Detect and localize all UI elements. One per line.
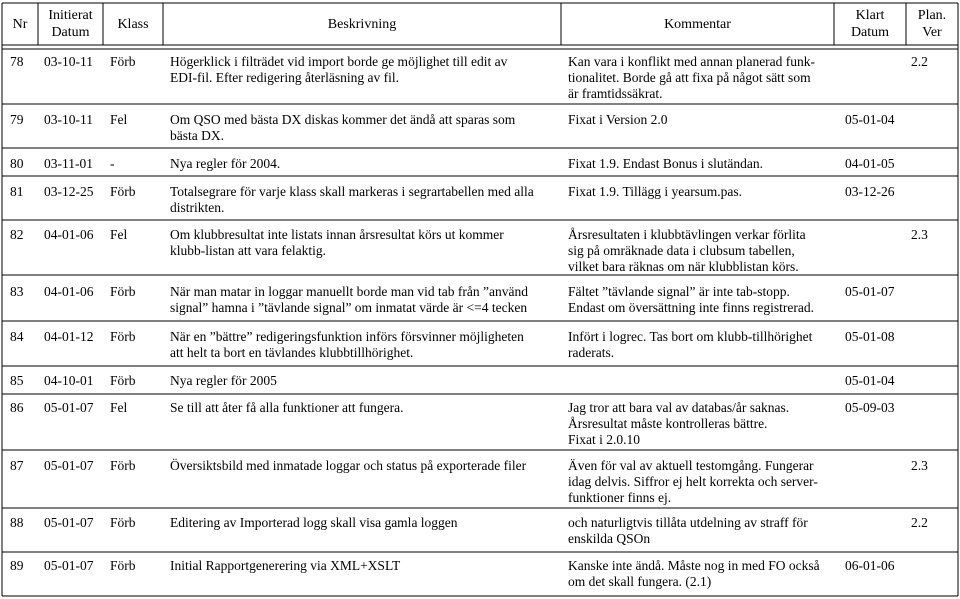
header-initierat-datum: Datum xyxy=(51,25,90,40)
row-kommentar-line: idag delvis. Siffror ej helt korrekta och server- xyxy=(568,474,818,489)
header-plan: Plan. xyxy=(917,8,947,23)
row-kommentar-line: tionalitet. Borde gå att fixa på något sätt som xyxy=(568,70,811,85)
row-beskrivning-line: Om QSO med bästa DX diskas kommer det ändå att sparas som xyxy=(170,112,516,127)
row-nr: 82 xyxy=(10,227,24,242)
row-kommentar-line: Endast om översättning inte finns registrerad. xyxy=(568,300,814,315)
row-nr: 87 xyxy=(10,458,24,473)
row-kommentar-line: Kanske inte ändå. Måste nog in med FO också xyxy=(568,558,820,573)
row-klass: Förb xyxy=(110,329,136,344)
row-beskrivning-line: Initial Rapportgenerering via XML+XSLT xyxy=(170,558,401,573)
header-kommentar: Kommentar xyxy=(664,17,731,32)
row-nr: 89 xyxy=(10,558,24,573)
header-klass: Klass xyxy=(117,17,149,32)
row-nr: 86 xyxy=(10,400,24,415)
row-klass: Förb xyxy=(110,558,136,573)
row-beskrivning-line: EDI-fil. Efter redigering återläsning av fil. xyxy=(170,70,400,85)
header-klart: Klart xyxy=(855,8,885,23)
header-initierat: Initierat xyxy=(48,8,93,23)
row-beskrivning-line: När man matar in loggar manuellt borde man vid tab från ”använd xyxy=(170,284,528,299)
row-nr: 81 xyxy=(10,184,24,199)
row-beskrivning-line: Om klubbresultat inte listats innan årsresultat körs ut kommer xyxy=(170,227,504,242)
row-klass: Fel xyxy=(110,227,128,242)
header-plan-ver: Ver xyxy=(922,25,942,40)
row-date: 04-01-06 xyxy=(44,227,94,242)
row-kommentar-line: och naturligtvis tillåta utdelning av straff för xyxy=(568,515,808,530)
row-kommentar-line: Fältet ”tävlande signal” är inte tab-stopp. xyxy=(568,284,790,299)
row-kommentar-line: Fixat 1.9. Endast Bonus i slutändan. xyxy=(568,156,763,171)
row-beskrivning-line: Nya regler för 2004. xyxy=(170,156,281,171)
row-klass: Fel xyxy=(110,400,128,415)
row-plan-ver: 2.3 xyxy=(911,227,928,242)
row-beskrivning-line: När en ”bättre” redigeringsfunktion införs försvinner möjligheten xyxy=(170,329,524,344)
row-nr: 79 xyxy=(10,112,24,127)
row-nr: 83 xyxy=(10,284,24,299)
row-beskrivning-line: Nya regler för 2005 xyxy=(170,373,277,388)
row-klass: Förb xyxy=(110,458,136,473)
row-date: 03-12-25 xyxy=(44,184,94,199)
row-klart-datum: 05-01-08 xyxy=(845,329,895,344)
row-kommentar-line: Kan vara i konflikt med annan planerad funk- xyxy=(568,54,816,69)
row-kommentar-line: Årsresultaten i klubbtävlingen verkar förlita xyxy=(568,227,806,242)
row-nr: 78 xyxy=(10,54,24,69)
row-nr: 85 xyxy=(10,373,24,388)
row-date: 03-11-01 xyxy=(44,156,93,171)
row-nr: 88 xyxy=(10,515,24,530)
row-beskrivning-line: Totalsegrare för varje klass skall markeras i segrartabellen med alla xyxy=(170,184,534,199)
row-klass: Fel xyxy=(110,112,128,127)
row-plan-ver: 2.3 xyxy=(911,458,928,473)
row-date: 04-01-12 xyxy=(44,329,94,344)
row-beskrivning-line: Översiktsbild med inmatade loggar och status på exporterade filer xyxy=(170,458,527,473)
row-beskrivning-line: signal” hamna i ”tävlande signal” om inmatat värde är <=4 tecken xyxy=(170,300,528,315)
row-date: 05-01-07 xyxy=(44,458,94,473)
row-kommentar-line: Jag tror att bara val av databas/år saknas. xyxy=(568,400,790,415)
row-kommentar-line: enskilda QSOn xyxy=(568,531,651,546)
row-kommentar-line: Fixat 1.9. Tillägg i yearsum.pas. xyxy=(568,184,743,199)
row-klart-datum: 05-01-04 xyxy=(845,112,895,127)
row-kommentar-line: vilket bara räknas om när klubblistan körs. xyxy=(568,259,799,274)
row-klart-datum: 03-12-26 xyxy=(845,184,895,199)
row-kommentar-line: Fixat i 2.0.10 xyxy=(568,432,641,447)
row-kommentar-line: sig på omräknade data i clubsum tabellen, xyxy=(568,243,795,258)
row-nr: 84 xyxy=(10,329,24,344)
row-date: 03-10-11 xyxy=(44,54,93,69)
row-klart-datum: 06-01-06 xyxy=(845,558,895,573)
row-date: 04-10-01 xyxy=(44,373,94,388)
row-klass: Förb xyxy=(110,284,136,299)
row-beskrivning-line: att helt ta bort en tävlandes klubbtillhörighet. xyxy=(170,345,414,360)
row-klass: Förb xyxy=(110,184,136,199)
row-date: 04-01-06 xyxy=(44,284,94,299)
row-date: 05-01-07 xyxy=(44,515,94,530)
row-nr: 80 xyxy=(10,156,24,171)
row-kommentar-line: Fixat i Version 2.0 xyxy=(568,112,668,127)
header-beskrivning: Beskrivning xyxy=(327,17,397,32)
row-beskrivning-line: Högerklick i filträdet vid import borde ge möjlighet till edit av xyxy=(170,54,508,69)
row-klass: Förb xyxy=(110,515,136,530)
row-beskrivning-line: Se till att åter få alla funktioner att fungera. xyxy=(170,400,404,415)
row-beskrivning-line: Editering av Importerad logg skall visa gamla loggen xyxy=(170,515,458,530)
header-klart-datum: Datum xyxy=(850,25,890,40)
row-kommentar-line: Årsresultat måste kontrolleras bättre. xyxy=(568,416,768,431)
row-klass: Förb xyxy=(110,373,136,388)
row-klart-datum: 05-01-04 xyxy=(845,373,895,388)
row-kommentar-line: funktioner finns ej. xyxy=(568,490,672,505)
row-plan-ver: 2.2 xyxy=(911,515,928,530)
row-beskrivning-line: klubb-listan att vara felaktig. xyxy=(170,243,326,258)
row-plan-ver: 2.2 xyxy=(911,54,928,69)
row-kommentar-line: raderats. xyxy=(568,345,615,360)
row-kommentar-line: Infört i logrec. Tas bort om klubb-tillhörighet xyxy=(568,329,813,344)
row-klart-datum: 05-09-03 xyxy=(845,400,895,415)
row-kommentar-line: är framtidssäkrat. xyxy=(568,86,663,101)
row-date: 05-01-07 xyxy=(44,558,94,573)
row-date: 05-01-07 xyxy=(44,400,94,415)
row-date: 03-10-11 xyxy=(44,112,93,127)
row-beskrivning-line: distrikten. xyxy=(170,200,225,215)
row-beskrivning-line: bästa DX. xyxy=(170,128,224,143)
row-kommentar-line: om det skall fungera. (2.1) xyxy=(568,574,712,589)
header-nr: Nr xyxy=(12,17,28,32)
row-klass: - xyxy=(110,156,115,171)
row-kommentar-line: Även för val av aktuell testomgång. Fungerar xyxy=(568,458,814,473)
row-klart-datum: 05-01-07 xyxy=(845,284,895,299)
row-klart-datum: 04-01-05 xyxy=(845,156,895,171)
row-klass: Förb xyxy=(110,54,136,69)
